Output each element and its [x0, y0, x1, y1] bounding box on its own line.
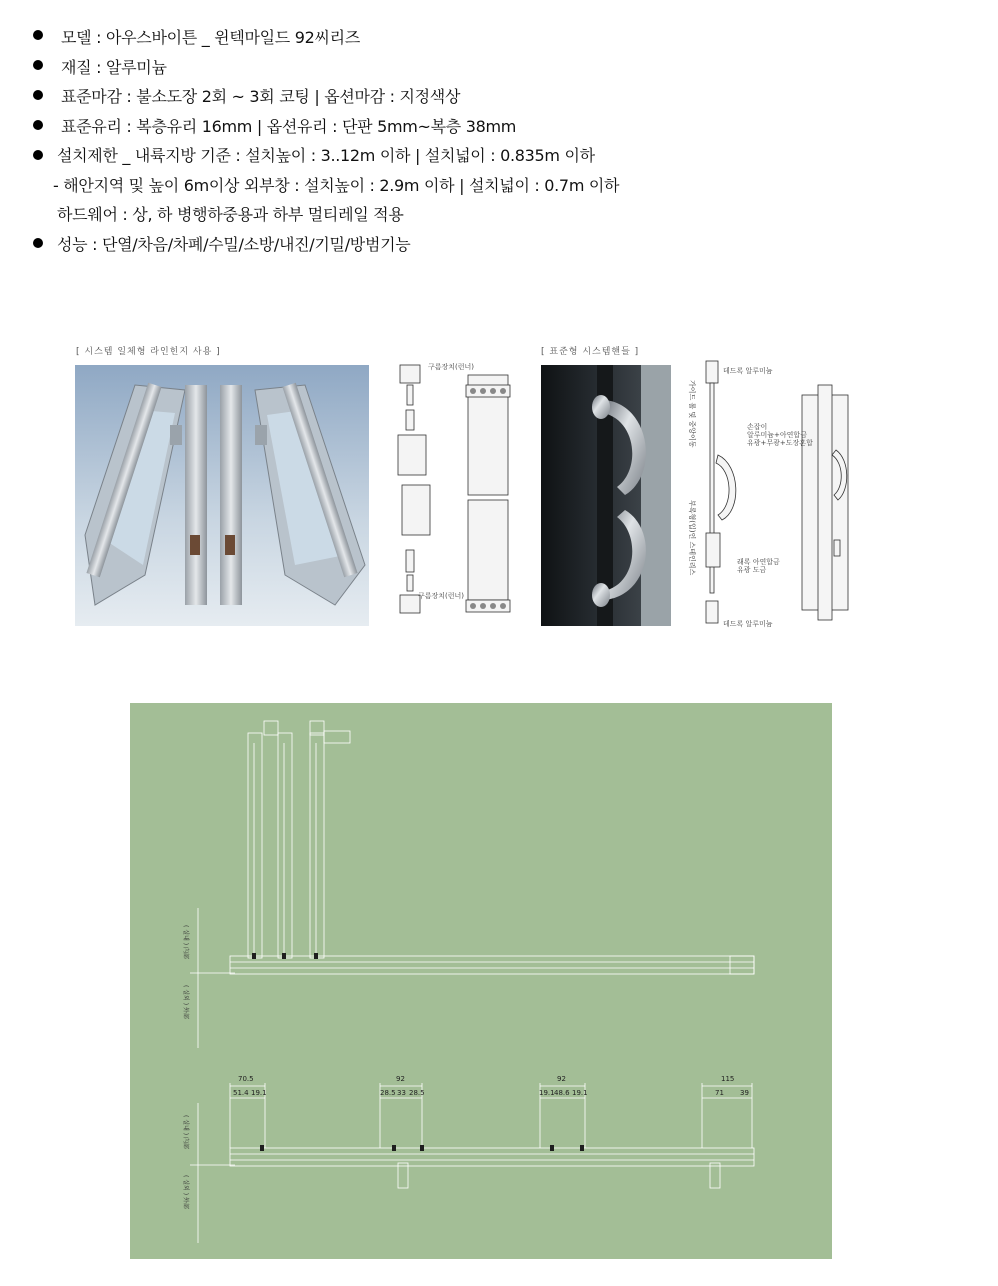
dim-sub-4: 33	[397, 1089, 406, 1097]
bullet-icon	[33, 60, 43, 70]
dim-top-4: 115	[721, 1075, 735, 1083]
handle-label-top-cap: 데드록 알루미늄	[723, 367, 773, 375]
drawing-label-outside: ( 실외 ) 外部	[182, 985, 189, 1019]
dim-sub-1: 51.4	[233, 1089, 249, 1097]
spec-finish: 표준마감 : 불소도장 2회 ~ 3회 코팅 | 옵션마감 : 지정색상	[61, 87, 461, 106]
runner-label-bottom: 구름장치(런너)	[418, 592, 465, 600]
drawing-label-outside-2: ( 실외 ) 外部	[182, 1175, 189, 1209]
runner-illustration	[388, 355, 523, 630]
bullet-icon	[33, 90, 43, 100]
spec-glass: 표준유리 : 복층유리 16mm | 옵션유리 : 단판 5mm~복층 38mm	[61, 117, 517, 136]
spec-model: 모델 : 아우스바이튼 _ 윈텍마일드 92씨리즈	[61, 28, 360, 47]
handle-side-label-bottom: 부록형(입)인 스테인리스	[688, 500, 696, 576]
handle-label-bottom-cap: 데드록 알루미늄	[723, 620, 773, 628]
dim-sub-2: 19.1	[251, 1089, 267, 1097]
system-handle-photo	[541, 365, 671, 626]
spec-material: 재질 : 알루미늄	[61, 58, 167, 77]
handle-label-lock: 래록 아연합금	[737, 558, 780, 566]
runner-label-top: 구름장치(런너)	[428, 363, 475, 371]
caption-line-hinge: [ 시스템 일체형 라인힌지 사용 ]	[76, 347, 221, 357]
dim-top-2: 92	[396, 1075, 405, 1083]
bullet-icon	[33, 150, 43, 160]
spec-limit-coastal: - 해안지역 및 높이 6m이상 외부창 : 설치높이 : 2.9m 이하 | 설치넓이 : 0.7m 이하	[53, 176, 620, 195]
drawing-label-inside-2: ( 실내 ) 內部	[182, 1115, 189, 1149]
dim-top-3: 92	[557, 1075, 566, 1083]
dim-sub-9: 71	[715, 1089, 724, 1097]
handle-label-grip-material: 알루미늄+아연합금	[747, 431, 807, 439]
bullet-icon	[33, 238, 43, 248]
dim-top-1: 70.5	[238, 1075, 254, 1083]
dim-sub-6: 19.1	[539, 1089, 555, 1097]
dim-sub-7: 48.6	[554, 1089, 570, 1097]
bullet-icon	[33, 30, 43, 40]
handle-illustration	[690, 355, 870, 635]
dim-sub-10: 39	[740, 1089, 749, 1097]
dim-sub-5: 28.5	[409, 1089, 425, 1097]
handle-label-lock-finish: 유광 도금	[737, 566, 767, 574]
spec-limit: 설치제한 _ 내륙지방 기준 : 설치높이 : 3..12m 이하 | 설치넓이 : 0.835m 이하	[57, 146, 595, 165]
dim-sub-8: 19.1	[572, 1089, 588, 1097]
handle-label-grip: 손잡이	[747, 423, 768, 431]
dim-sub-3: 28.5	[380, 1089, 396, 1097]
drawing-label-inside: ( 실내 ) 內部	[182, 925, 189, 959]
section-drawing	[130, 703, 832, 1259]
spec-hardware: 하드웨어 : 상, 하 병행하중용과 하부 멀티레일 적용	[57, 205, 404, 224]
hinge-profile-photo	[75, 365, 369, 626]
spec-performance: 성능 : 단열/차음/차폐/수밀/소방/내진/기밀/방범기능	[57, 235, 411, 254]
handle-side-label-top: 가이드 롤 및 중앙이동	[688, 380, 696, 448]
bullet-icon	[33, 120, 43, 130]
section-drawing-panel	[130, 703, 832, 1259]
caption-system-handle: [ 표준형 시스템핸들 ]	[541, 347, 640, 357]
handle-label-grip-finish: 유광+무광+도장혼합	[747, 439, 813, 447]
